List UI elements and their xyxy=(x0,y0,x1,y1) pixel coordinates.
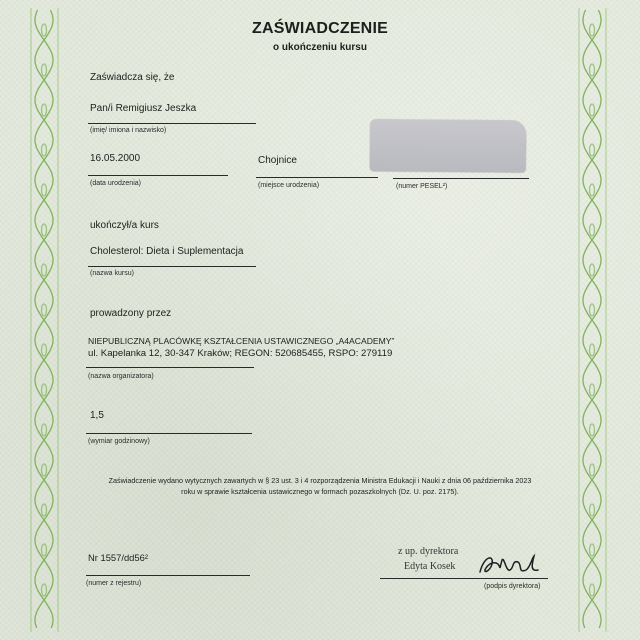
birth-date-caption: (data urodzenia) xyxy=(90,180,141,187)
pesel-line xyxy=(393,178,529,179)
course-name: Cholesterol: Dieta i Suplementacja xyxy=(90,246,244,257)
signature-role: z up. dyrektora xyxy=(398,546,459,557)
organizer-caption: (nazwa organizatora) xyxy=(88,373,154,380)
legal-basis xyxy=(60,475,580,497)
hours-line xyxy=(86,433,252,434)
course-completed-label: ukończył/a kurs xyxy=(90,220,159,231)
pesel-caption: (numer PESEL²) xyxy=(396,183,448,190)
birth-place: Chojnice xyxy=(258,155,297,166)
organizer-line1: NIEPUBLICZNĄ PLACÓWKĘ KSZTAŁCENIA USTAWICZNEGO „A4ACADEMY” xyxy=(88,336,395,346)
recipient-name-line xyxy=(88,123,256,124)
intro-text: Zaświadcza się, że xyxy=(90,72,175,83)
signature-line xyxy=(380,578,548,579)
pesel-redaction xyxy=(370,119,526,172)
course-name-line xyxy=(88,266,256,267)
organizer-label: prowadzony przez xyxy=(90,308,172,319)
hours-value: 1,5 xyxy=(90,410,104,421)
document-title: ZAŚWIADCZENIE xyxy=(252,20,388,37)
birth-place-line xyxy=(256,177,378,178)
signature-caption: (podpis dyrektora) xyxy=(484,583,541,590)
birth-place-caption: (miejsce urodzenia) xyxy=(258,182,320,189)
recipient-name: Pan/i Remigiusz Jeszka xyxy=(90,103,197,114)
recipient-name-caption: (imię/ imiona i nazwisko) xyxy=(90,127,167,134)
birth-date-line xyxy=(88,175,228,176)
signature-name: Edyta Kosek xyxy=(404,561,456,572)
legal-line1: Zaświadczenie wydano wytycznych zawartych w § 23 ust. 3 i 4 rozporządzenia Ministra Edukacji i Nauki z dnia 06 października 2023 xyxy=(108,476,532,485)
hours-caption: (wymiar godzinowy) xyxy=(88,438,150,445)
registry-caption: (numer z rejestru) xyxy=(86,580,142,587)
birth-date: 16.05.2000 xyxy=(90,153,141,164)
organizer-line xyxy=(86,367,254,368)
signature-mark xyxy=(474,550,544,580)
registry-line xyxy=(86,575,250,576)
legal-line2: roku w sprawie kształcenia ustawicznego w formach pozaszkolnych (Dz. U. poz. 2175). xyxy=(181,487,459,496)
document-subtitle: o ukończeniu kursu xyxy=(273,42,367,53)
course-name-caption: (nazwa kursu) xyxy=(90,270,134,277)
organizer-line2: ul. Kapelanka 12, 30-347 Kraków; REGON: 520685455, RSPO: 279119 xyxy=(88,348,393,359)
registry-number: Nr 1557/dd56² xyxy=(88,552,148,563)
